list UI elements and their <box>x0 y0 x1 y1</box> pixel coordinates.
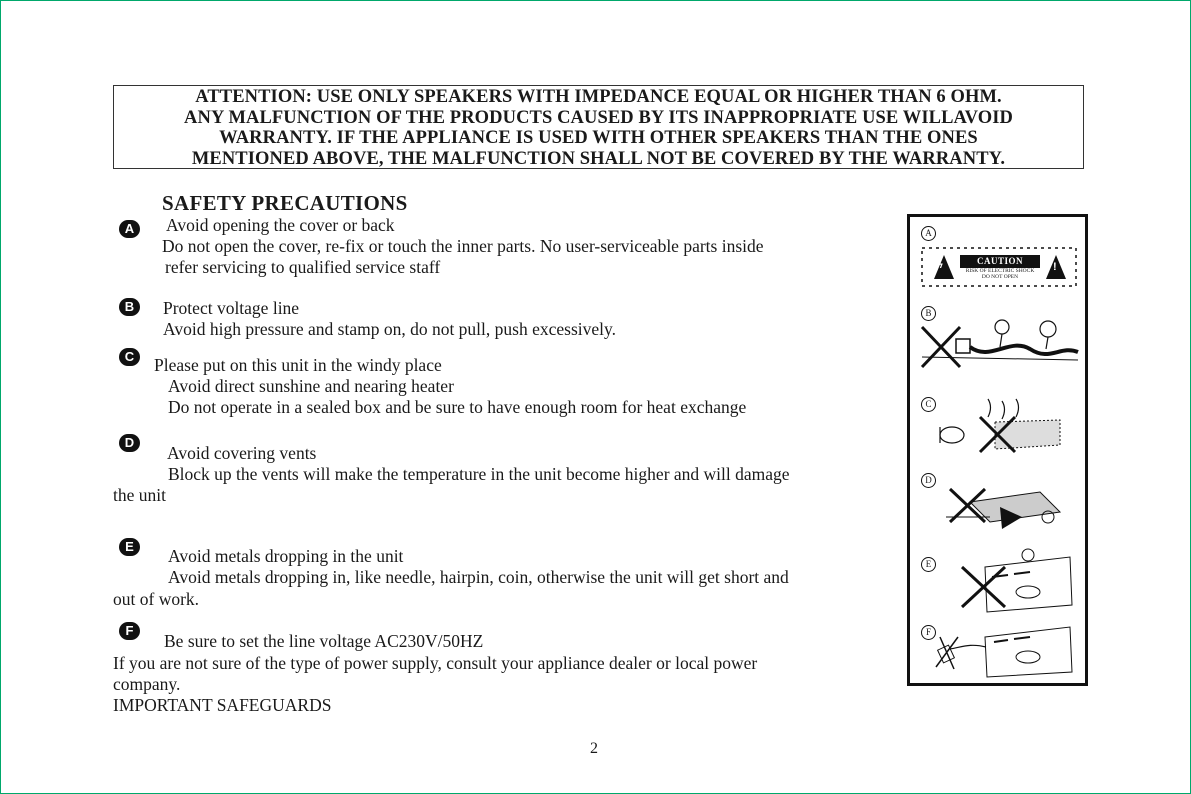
panel-label-f: F <box>921 625 936 640</box>
badge-d-icon: D <box>119 434 140 452</box>
plug-shape <box>956 339 970 353</box>
item-d-line-1: Block up the vents will make the temperature in the unit become higher and will damage <box>168 464 790 484</box>
caution-line-2: DO NOT OPEN <box>981 274 1019 280</box>
attention-line-4: MENTIONED ABOVE, THE MALFUNCTION SHALL NOT BE COVERED BY THE WARRANTY. <box>191 148 1006 169</box>
exclamation-icon: ! <box>1053 261 1057 273</box>
unit-box-c <box>995 420 1060 449</box>
figure-head-1 <box>995 320 1009 334</box>
attention-line-1: ATTENTION: USE ONLY SPEAKERS WITH IMPEDANCE EQUAL OR HIGHER THAN 6 OHM. <box>195 87 1002 107</box>
cable-line <box>970 346 1078 354</box>
item-f-title: Be sure to set the line voltage AC230V/50HZ <box>164 631 484 651</box>
item-c-line-1: Avoid direct sunshine and nearing heater <box>168 376 454 396</box>
badge-e-icon: E <box>119 538 140 556</box>
item-c-line-2: Do not operate in a sealed box and be sure to have enough room for heat exchange <box>168 397 747 417</box>
item-e-title: Avoid metals dropping in the unit <box>168 546 404 566</box>
panel-label-c: C <box>921 397 936 412</box>
item-b-title: Protect voltage line <box>163 298 300 318</box>
caution-line-1: RISK OF ELECTRIC SHOCK <box>965 268 1035 274</box>
illustration-panel <box>907 214 1088 686</box>
badge-c-icon: C <box>119 348 140 366</box>
badge-a-icon: A <box>119 220 140 238</box>
panel-label-d: D <box>921 473 936 488</box>
illustration-drawings <box>910 217 1085 683</box>
item-d-title: Avoid covering vents <box>167 443 317 463</box>
item-a-line-1: Do not open the cover, re-fix or touch the inner parts. No user-serviceable parts inside <box>162 236 764 256</box>
unit-box-f <box>985 627 1072 677</box>
item-e-line-2: out of work. <box>113 589 200 609</box>
panel-label-b: B <box>921 306 936 321</box>
panel-label-a: A <box>921 226 936 241</box>
attention-line-3: WARRANTY. IF THE APPLIANCE IS USED WITH OTHER SPEAKERS THAN THE ONES <box>219 128 978 149</box>
item-f-line-2: company. <box>113 674 181 694</box>
figure-head-2 <box>1040 321 1056 337</box>
item-c-title: Please put on this unit in the windy place <box>154 355 442 375</box>
attention-box <box>113 85 1084 169</box>
item-a-title: Avoid opening the cover or back <box>166 215 395 235</box>
badge-f-icon: F <box>119 622 140 640</box>
item-f-line-1: If you are not sure of the type of power supply, consult your appliance dealer or local power <box>113 653 758 673</box>
figure-head-e <box>1022 549 1034 561</box>
lightning-icon: ϟ <box>937 259 943 271</box>
heater-shape <box>940 427 964 443</box>
item-a-line-2: refer servicing to qualified service staff <box>165 257 441 277</box>
attention-line-2: ANY MALFUNCTION OF THE PRODUCTS CAUSED BY ITS INAPPROPRIATE USE WILLAVOID <box>184 107 1013 128</box>
item-b-line-1: Avoid high pressure and stamp on, do not pull, push excessively. <box>163 319 616 339</box>
item-d-line-2: the unit <box>113 485 166 505</box>
important-safeguards: IMPORTANT SAFEGUARDS <box>113 695 332 715</box>
page-number: 2 <box>590 740 598 757</box>
caution-title: CAUTION <box>976 256 1023 266</box>
panel-label-e: E <box>921 557 936 572</box>
item-e-line-1: Avoid metals dropping in, like needle, hairpin, coin, otherwise the unit will get short and <box>168 567 789 587</box>
badge-b-icon: B <box>119 298 140 316</box>
unit-box-e <box>985 557 1072 612</box>
section-heading: SAFETY PRECAUTIONS <box>162 191 408 215</box>
